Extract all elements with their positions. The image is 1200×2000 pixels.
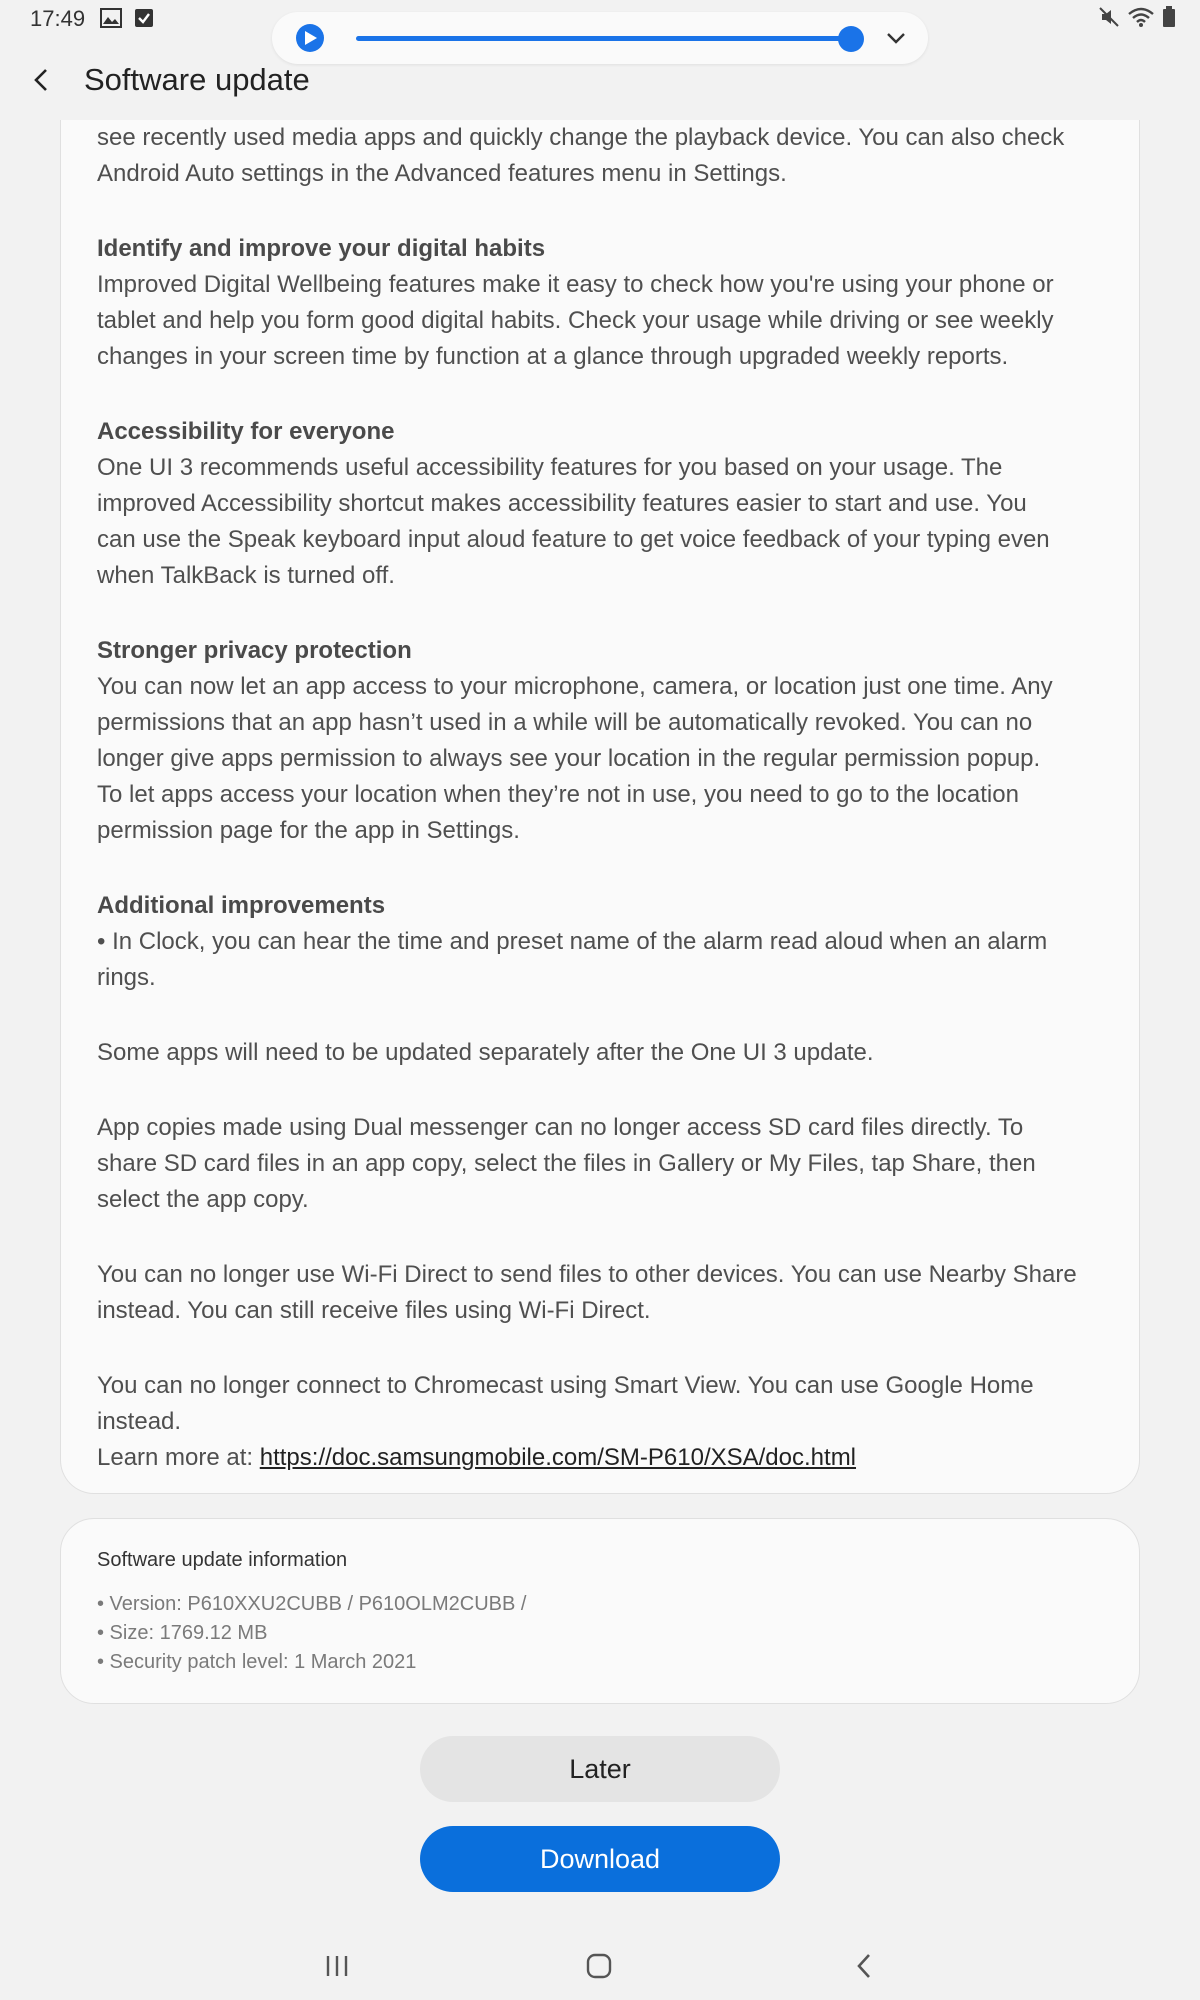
- section-heading: Stronger privacy protection: [97, 637, 412, 664]
- update-info-title: Software update information: [97, 1549, 348, 1571]
- seek-thumb[interactable]: [838, 26, 864, 52]
- checkbox-icon: [134, 8, 154, 33]
- update-info-card: [60, 1518, 1140, 1704]
- learn-more-link[interactable]: https://doc.samsungmobile.com/SM-P610/XSA/doc.html: [259, 1444, 857, 1471]
- update-security-patch: • Security patch level: 1 March 2021: [97, 1651, 417, 1673]
- notes-paragraph: You can no longer use Wi-Fi Direct to send files to other devices. You can use Nearby Share instead. You can still receive files using Wi-Fi Direct.: [97, 1261, 1077, 1324]
- section-heading: Identify and improve your digital habits: [97, 235, 546, 262]
- download-button[interactable]: Download: [420, 1826, 780, 1892]
- back-arrow-icon[interactable]: [26, 64, 58, 96]
- wifi-icon: [1128, 6, 1154, 33]
- image-icon: [100, 8, 122, 33]
- section-heading: Additional improvements: [97, 892, 386, 919]
- notes-paragraph: You can now let an app access to your microphone, camera, or location just one time. Any permissions that an app hasn’t used in a while will be automatically revoked. You can no longer give apps permission to always see your location in the regular permission popup. To let apps access your location when they’re not in use, you need to go to the location permission page for the app in Settings.: [97, 673, 1053, 844]
- release-notes-card: [60, 120, 1140, 1494]
- recents-icon[interactable]: [322, 1952, 352, 1985]
- page-title: Software update: [84, 62, 310, 97]
- update-size: • Size: 1769.12 MB: [97, 1622, 268, 1644]
- header: [0, 52, 1200, 108]
- notes-paragraph: • In Clock, you can hear the time and preset name of the alarm read aloud when an alarm rings.: [97, 928, 1048, 991]
- chevron-down-icon[interactable]: [884, 26, 908, 55]
- notes-paragraph: You can no longer connect to Chromecast using Smart View. You can use Google Home instead. Learn more at: https://doc.samsungmobile.com/SM-P610/XSA/doc.html: [97, 1372, 1034, 1471]
- update-version: • Version: P610XXU2CUBB / P610OLM2CUBB /: [97, 1593, 527, 1615]
- play-icon[interactable]: [296, 24, 324, 52]
- section-heading: Accessibility for everyone: [97, 418, 395, 445]
- notes-paragraph: see recently used media apps and quickly change the playback device. You can also check Android Auto settings in the Advanced features menu in Settings.: [97, 124, 1065, 187]
- learn-more-label: Learn more at:: [97, 1444, 260, 1471]
- later-button[interactable]: Later: [420, 1736, 780, 1802]
- navigation-bar: [0, 1940, 1200, 2000]
- battery-icon: [1162, 6, 1176, 33]
- home-icon[interactable]: [584, 1952, 614, 1985]
- seek-bar[interactable]: [356, 36, 856, 41]
- release-notes-content: [97, 120, 1127, 1476]
- notes-paragraph: Some apps will need to be updated separately after the One UI 3 update.: [97, 1039, 874, 1066]
- status-time: 17:49: [30, 6, 86, 31]
- back-icon[interactable]: [850, 1952, 880, 1985]
- mute-icon: [1098, 6, 1120, 33]
- notes-paragraph: Improved Digital Wellbeing features make it easy to check how you're using your phone or tablet and help you form good digital habits. Check your usage while driving or see weekly changes in your screen time by function at a glance through upgraded weekly reports.: [97, 271, 1054, 370]
- notes-paragraph: App copies made using Dual messenger can no longer access SD card files directly. To share SD card files in an app copy, select the files in Gallery or My Files, tap Share, then select the app copy.: [97, 1114, 1036, 1213]
- notes-paragraph: One UI 3 recommends useful accessibility features for you based on your usage. The improved Accessibility shortcut makes accessibility features easier to start and use. You can use the Speak keyboard input aloud feature to get voice feedback of your typing even when TalkBack is turned off.: [97, 454, 1050, 589]
